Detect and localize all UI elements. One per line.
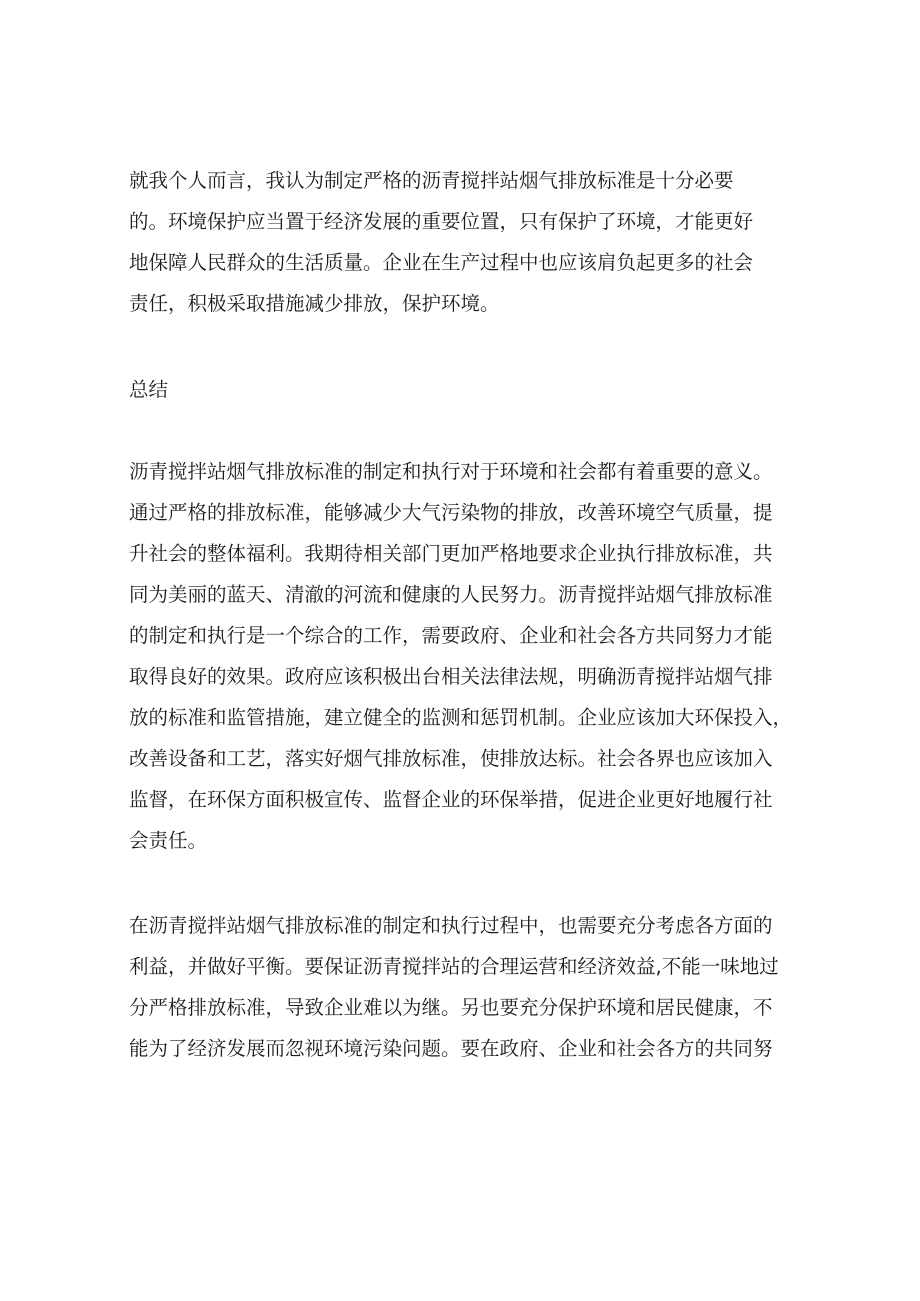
paragraph-line: 同为美丽的蓝天、清澈的河流和健康的人民努力。沥青搅拌站烟气排放标准 — [129, 583, 773, 606]
paragraph-personal-opinion — [129, 160, 799, 324]
paragraph-line: 沥青搅拌站烟气排放标准的制定和执行对于环境和社会都有着重要的意义。 — [129, 460, 773, 483]
paragraph-line: 改善设备和工艺，落实好烟气排放标准，使排放达标。社会各界也应该加入 — [129, 747, 773, 770]
paragraph-line: 的。环境保护应当置于经济发展的重要位置，只有保护了环境，才能更好 — [129, 210, 754, 233]
paragraph-line: 就我个人而言，我认为制定严格的沥青搅拌站烟气排放标准是十分必要 — [129, 169, 734, 192]
paragraph-line: 放的标准和监管措施，建立健全的监测和惩罚机制。企业应该加大环保投入， — [129, 706, 793, 729]
paragraph-line: 取得良好的效果。政府应该积极出台相关法律法规，明确沥青搅拌站烟气排 — [129, 665, 773, 688]
paragraph-line: 能为了经济发展而忽视环境污染问题。要在政府、企业和社会各方的共同努 — [129, 1037, 773, 1060]
paragraph-line: 责任，积极采取措施减少排放，保护环境。 — [129, 292, 500, 315]
paragraph-line: 地保障人民群众的生活质量。企业在生产过程中也应该肩负起更多的社会 — [129, 251, 754, 274]
section-heading-summary — [129, 369, 799, 410]
paragraph-line: 分严格排放标准，导致企业难以为继。另也要充分保护环境和居民健康，不 — [129, 996, 773, 1019]
heading-text: 总结 — [129, 378, 169, 401]
paragraph-line: 在沥青搅拌站烟气排放标准的制定和执行过程中，也需要充分考虑各方面的 — [129, 914, 773, 937]
paragraph-line: 的制定和执行是一个综合的工作，需要政府、企业和社会各方共同努力才能 — [129, 624, 773, 647]
paragraph-summary — [129, 451, 799, 861]
paragraph-balance-interests — [129, 905, 799, 1069]
paragraph-line: 通过严格的排放标准，能够减少大气污染物的排放，改善环境空气质量，提 — [129, 501, 773, 524]
paragraph-line: 监督，在环保方面积极宣传、监督企业的环保举措，促进企业更好地履行社 — [129, 788, 773, 811]
paragraph-line: 升社会的整体福利。我期待相关部门更加严格地要求企业执行排放标准，共 — [129, 542, 773, 565]
paragraph-line: 会责任。 — [129, 829, 208, 852]
paragraph-line: 利益，并做好平衡。要保证沥青搅拌站的合理运营和经济效益,不能一味地过 — [129, 955, 779, 978]
